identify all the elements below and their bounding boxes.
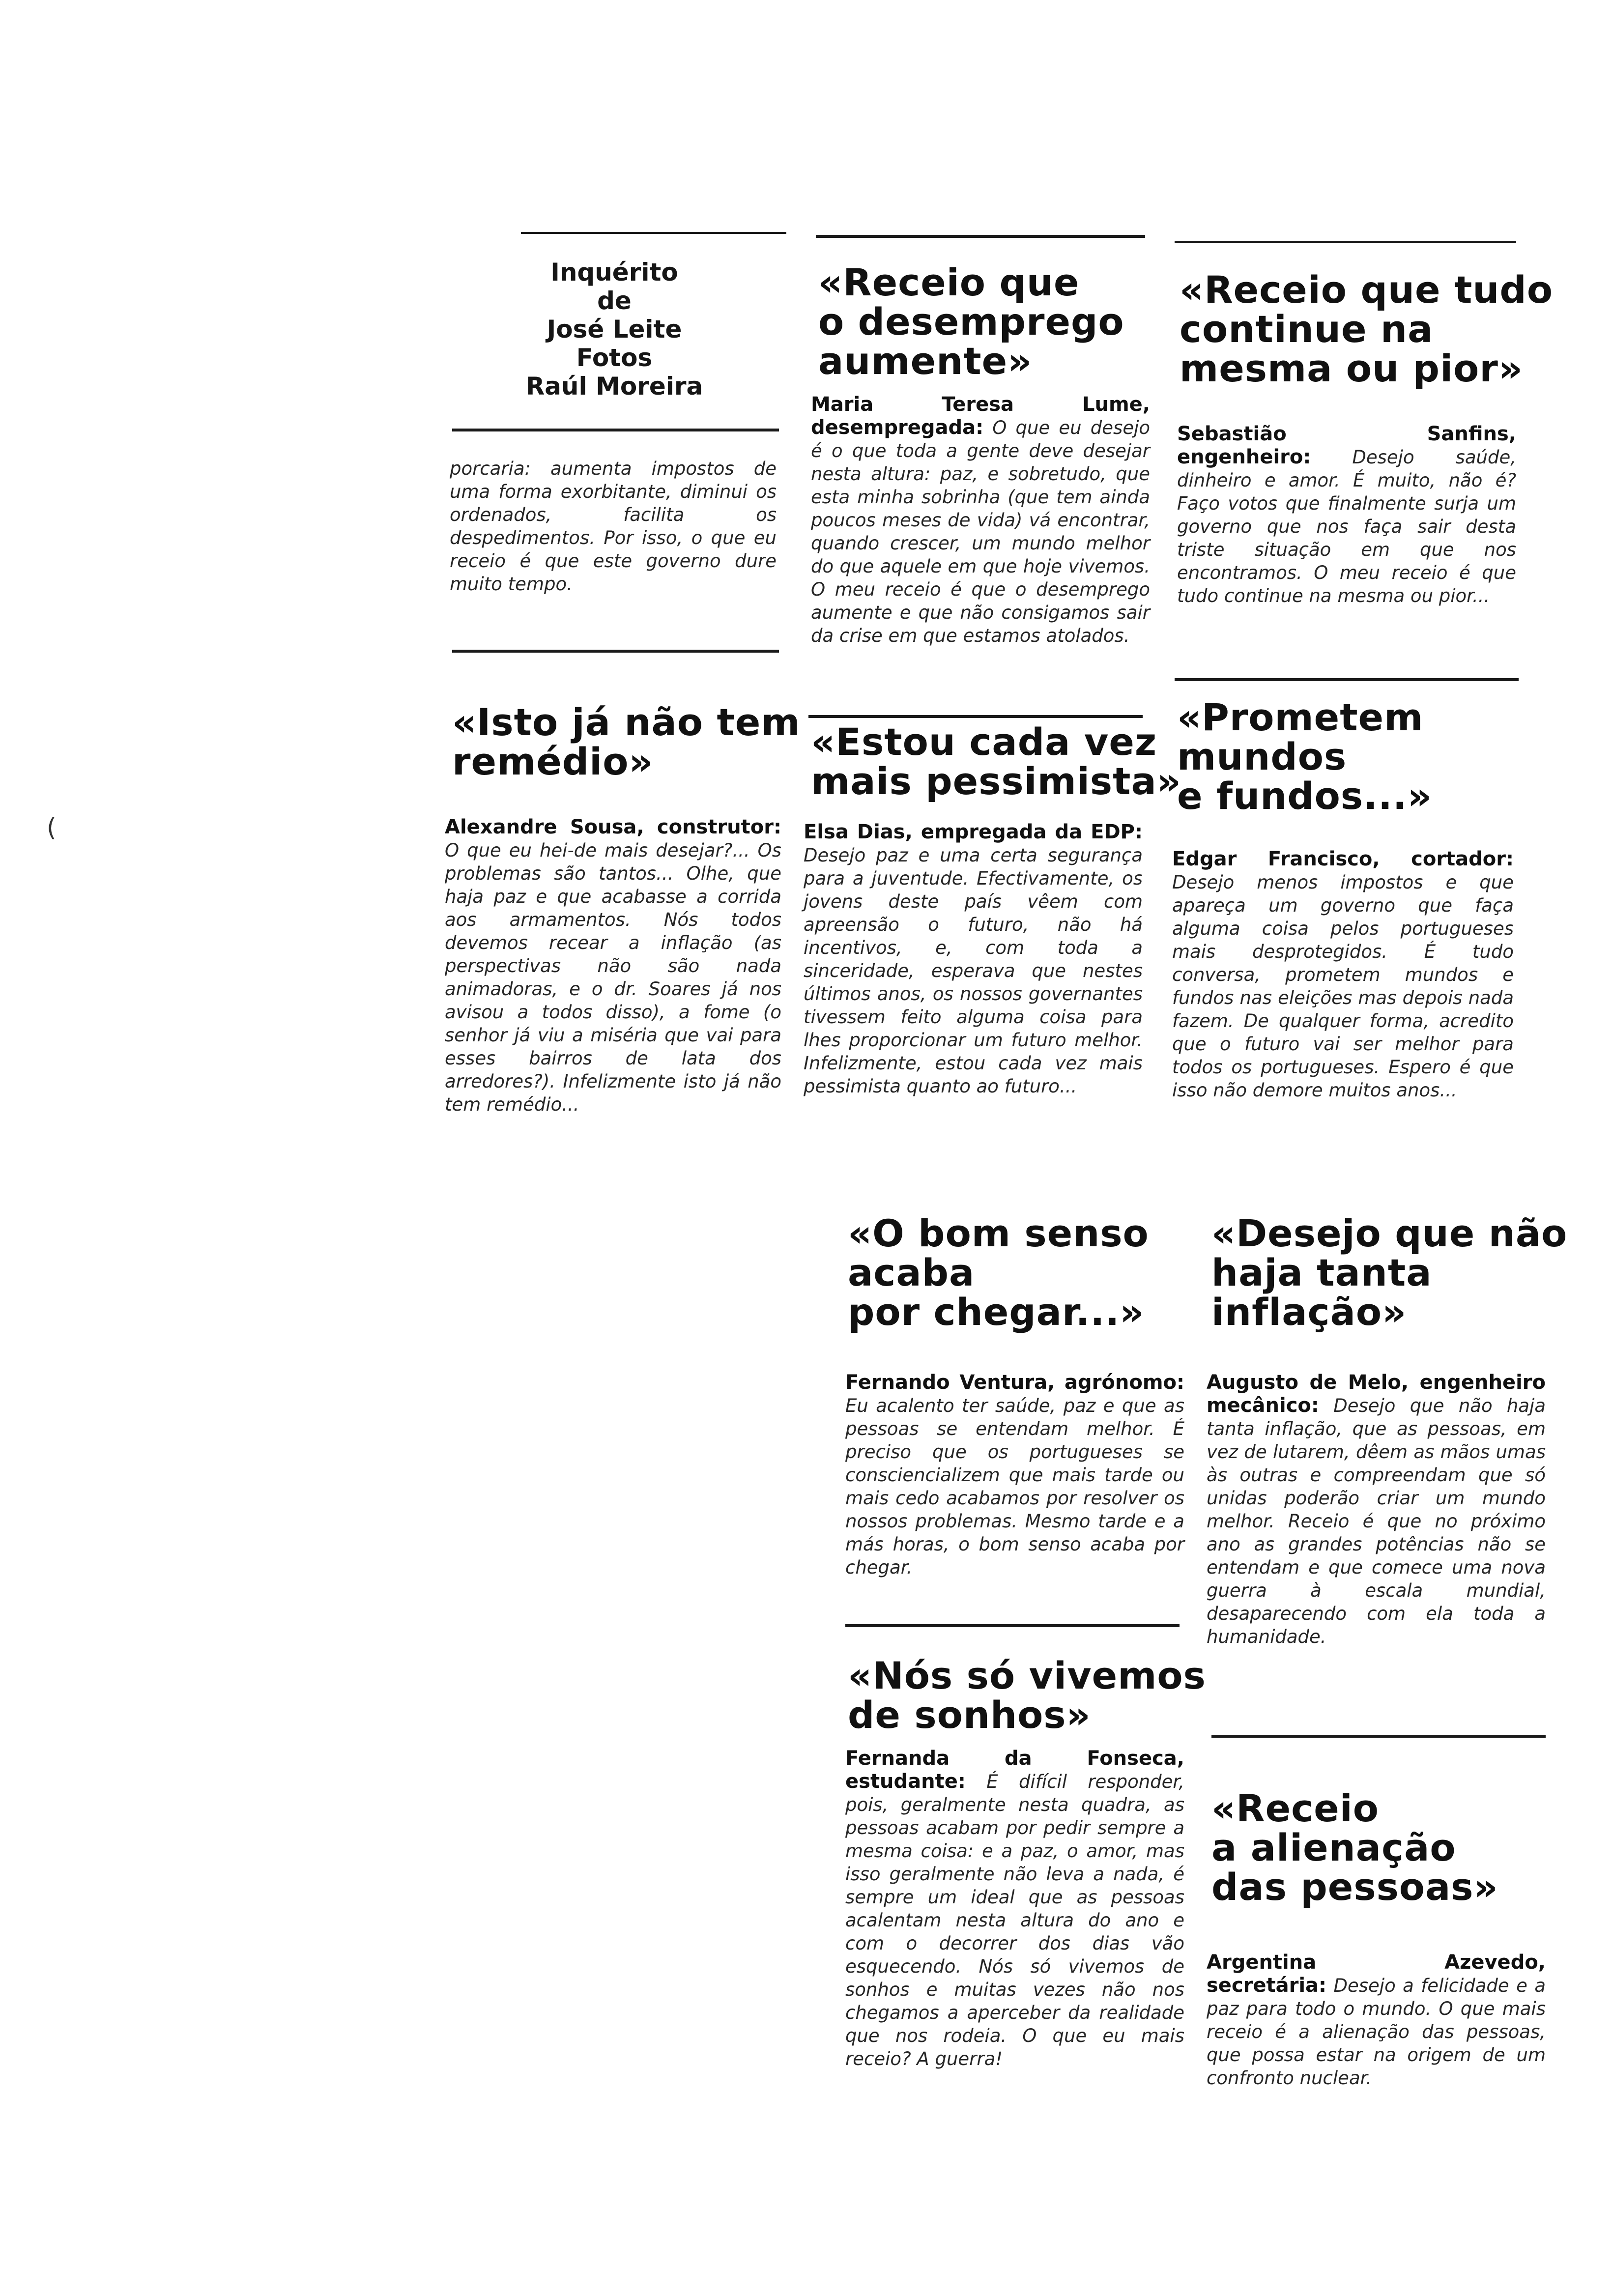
article-body: [804, 821, 1143, 1098]
article-headline: [1177, 695, 1521, 818]
article-headline: [1211, 1211, 1568, 1334]
column-rule: [816, 235, 1145, 238]
credit-line: Fotos: [576, 344, 653, 372]
speaker-name: Argentina Azevedo, secretária:: [1207, 1951, 1546, 1997]
headline-line: aumente»: [818, 339, 1033, 383]
article-headline: [848, 1654, 1206, 1737]
speaker-name: Fernanda da Fonseca, estudante:: [845, 1747, 1184, 1793]
headline-line: por chegar...»: [848, 1290, 1145, 1334]
article-body: [845, 1747, 1184, 2070]
article-text: O que eu desejo é o que toda a gente deve desejar nesta altura: paz, e sobretudo, que esta minha sobrinha (que tem ainda poucos meses de vida) vá encontrar, quando crescer, um mundo melhor do que aquele em que hoje vivemos. O meu receio é que o desemprego aumente e que não consigamos sair da crise em que estamos atolados.: [811, 417, 1150, 646]
column-rule: [1175, 678, 1519, 681]
headline-line: a alienação: [1211, 1826, 1456, 1869]
article-body: [450, 457, 777, 596]
article-text: Desejo que não haja tanta inflação, que as pessoas, em vez de lutarem, dêem as mãos umas às outras e compreendam que só unidas poderão criar um mundo melhor. Receio é que no próximo ano as grandes potências não se entendam e que comece uma nova guerra à escala mundial, desaparecendo com ela toda a humanidade.: [1207, 1395, 1546, 1647]
headline-line: remédio»: [452, 740, 654, 783]
headline-line: «O bom senso: [848, 1211, 1149, 1255]
headline-line: «Desejo que não: [1211, 1211, 1568, 1255]
article-text: Desejo paz e uma certa segurança para a juventude. Efectivamente, os jovens deste país vêem com apreensão o futuro, não há incentivos, e, com toda a sinceridade, esperava que nestes últimos anos, os nossos governantes tivessem feito alguma coisa para lhes proporcionar um futuro melhor. Infelizmente, estou cada vez mais pessimista quanto ao futuro...: [804, 845, 1143, 1097]
article-text: O que eu hei-de mais desejar?... Os problemas são tantos... Olhe, que haja paz e que acabasse a corrida aos armamentos. Nós todos devemos recear a inflação (as perspectivas não são nada animadoras, e o dr. Soares já nos avisou a todos disso), a fome (o senhor já viu a miséria que vai para esses bairros de lata dos arredores?). Infelizmente isto já não tem remédio...: [445, 840, 781, 1115]
headline-line: acaba: [848, 1251, 975, 1294]
column-rule: [1175, 241, 1516, 243]
article-headline: [1211, 1786, 1555, 1909]
article-body: [1207, 1951, 1546, 2090]
headline-line: mesma ou pior»: [1180, 346, 1523, 390]
speaker-name: Maria Teresa Lume, desempregada:: [811, 393, 1150, 439]
credit-line: de: [597, 287, 632, 315]
article-text: Desejo menos impostos e que apareça um governo que faça alguma coisa pelos portugueses mais desprotegidos. É tudo conversa, prometem mundos e fundos nas eleições mas depois nada fazem. De qualquer forma, acredito que o futuro vai ser melhor para todos os portugueses. Espero é que isso não demore muitos anos...: [1172, 872, 1514, 1101]
credits-block: [491, 258, 737, 401]
speaker-name: Augusto de Melo, engenheiro mecânico:: [1207, 1371, 1546, 1417]
article-text: Eu acalento ter saúde, paz e que as pessoas se entendam melhor. É preciso que os portugueses se consciencializem que mais tarde ou mais cedo acabamos por resolver os nossos problemas. Mesmo tarde e a más horas, o bom senso acaba por chegar.: [845, 1395, 1184, 1578]
article-body: [1172, 848, 1514, 1102]
headline-line: o desemprego: [818, 300, 1124, 344]
headline-line: «Receio que tudo: [1180, 268, 1554, 312]
headline-line: de sonhos»: [848, 1693, 1091, 1737]
article-headline: [452, 700, 801, 783]
article-headline: [811, 720, 1181, 803]
headline-line: e fundos...»: [1177, 774, 1432, 818]
stray-mark: (: [47, 813, 57, 842]
headline-line: continue na: [1180, 307, 1434, 351]
speaker-name: Edgar Francisco, cortador:: [1172, 848, 1514, 870]
article-body: [811, 393, 1150, 647]
headline-line: «Estou cada vez: [811, 720, 1157, 764]
column-rule: [452, 429, 779, 431]
speaker-name: Fernando Ventura, agrónomo:: [845, 1371, 1184, 1394]
article-headline: [818, 260, 1162, 383]
speaker-name: Elsa Dias, empregada da EDP:: [804, 821, 1143, 843]
headline-line: «Receio: [1211, 1786, 1380, 1830]
headline-line: mais pessimista»: [811, 759, 1181, 803]
headline-line: das pessoas»: [1211, 1865, 1498, 1909]
headline-line: mundos: [1177, 735, 1347, 778]
column-rule: [1211, 1735, 1546, 1738]
headline-line: «Prometem: [1177, 695, 1424, 739]
credit-line: Raúl Moreira: [525, 372, 703, 401]
article-headline: [848, 1211, 1192, 1334]
article-body: [445, 816, 781, 1116]
column-rule: [845, 1624, 1180, 1627]
headline-line: «Nós só vivemos: [848, 1654, 1206, 1697]
article-headline: [1180, 268, 1554, 390]
article-text: Desejo a felicidade e a paz para todo o mundo. O que mais receio é a alienação das pessoas, que possa estar na origem de um confronto nuclear.: [1207, 1975, 1546, 2089]
credit-line: Inquérito: [550, 258, 678, 287]
article-text: porcaria: aumenta impostos de uma forma exorbitante, diminui os ordenados, facilita os despedimentos. Por isso, o que eu receio é que este governo dure muito tempo.: [450, 458, 777, 595]
headline-line: «Isto já não tem: [452, 700, 801, 744]
headline-line: inflação»: [1211, 1290, 1407, 1334]
article-text: É difícil responder, pois, geralmente nesta quadra, as pessoas acabam por pedir sempre a mesma coisa: e a paz, o amor, mas isso geralmente não leva a nada, é sempre um ideal que as pessoas acalentam nesta altura do ano e com o decorrer dos dias vão esquecendo. Nós só vivemos de sonhos e muitas vezes não nos chegamos a aperceber da realidade que nos rodeia. O que eu mais receio? A guerra!: [845, 1771, 1185, 2069]
speaker-name: Alexandre Sousa, construtor:: [445, 816, 781, 838]
headline-line: haja tanta: [1211, 1251, 1432, 1294]
speaker-name: Sebastião Sanfins, engenheiro:: [1177, 423, 1516, 468]
credit-line: José Leite: [547, 315, 682, 344]
column-rule: [452, 650, 779, 653]
headline-line: «Receio que: [818, 260, 1080, 304]
column-rule: [808, 715, 1143, 718]
article-text: Desejo saúde, dinheiro e amor. É muito, não é? Faço votos que finalmente surja um governo que nos faça sair desta triste situação em que nos encontramos. O meu receio é que tudo continue na mesma ou pior...: [1177, 447, 1516, 606]
article-body: [845, 1371, 1184, 1579]
column-rule: [521, 232, 786, 234]
article-body: [1207, 1371, 1546, 1648]
article-body: [1177, 423, 1516, 607]
